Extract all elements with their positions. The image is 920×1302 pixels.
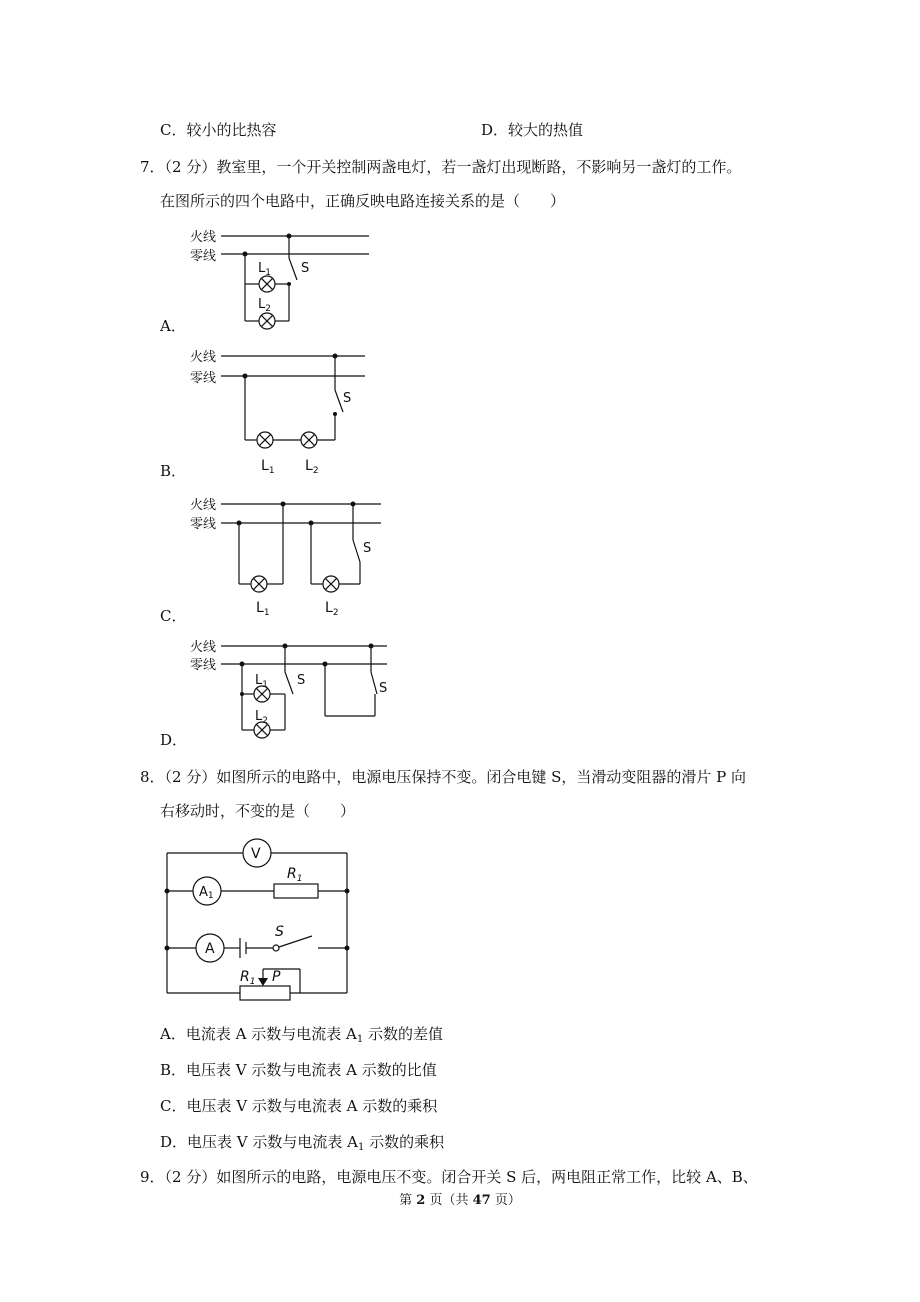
- q8-option-b: B．电压表 V 示数与电流表 A 示数的比值: [160, 1061, 437, 1079]
- q7-circuit-a: [185, 224, 385, 334]
- lamp1-label: $L_1$: [255, 673, 268, 690]
- q8-circuit: [160, 836, 360, 1001]
- q8-option-a: A．电流表 A 示数与电流表 $A_1$ 示数的差值: [160, 1025, 443, 1045]
- live-wire-label: 火线: [190, 230, 217, 245]
- neutral-wire-label: 零线: [190, 371, 217, 386]
- live-wire-label: 火线: [190, 640, 217, 655]
- voltmeter-label: V: [251, 846, 261, 862]
- q6-option-c: C．较小的比热容: [160, 121, 277, 139]
- switch-label: S: [343, 391, 352, 406]
- lamp1-label: $L_1$: [261, 458, 275, 476]
- switch-label: S: [301, 261, 310, 276]
- slider-label: P: [272, 969, 281, 985]
- lamp2-label: $L_2$: [305, 458, 319, 476]
- q7-option-a: A．: [160, 317, 186, 335]
- q7-stem-line1: 7．（2 分）教室里，一个开关控制两盏电灯，若一盏灯出现断路，不影响另一盏灯的工作。: [140, 158, 742, 176]
- lamp1-label: $L_1$: [258, 261, 271, 278]
- q8-stem-line1: 8．（2 分）如图所示的电路中，电源电压保持不变。闭合电键 S，当滑动变阻器的滑片 P 向: [140, 768, 747, 786]
- ammeter-a1-label: A1: [199, 885, 214, 901]
- switch-label: S: [297, 673, 306, 688]
- q7-circuit-b: [185, 344, 385, 480]
- resistor-r1-label: $R_1$: [287, 866, 303, 884]
- q6-option-d: D．较大的热值: [481, 121, 584, 139]
- lamp2-label: $L_2$: [255, 709, 268, 726]
- ammeter-a-label: A: [205, 941, 215, 957]
- q7-option-c: C．: [160, 607, 187, 625]
- neutral-wire-label: 零线: [190, 517, 217, 532]
- neutral-wire-label: 零线: [190, 658, 217, 673]
- switch-label-2: S: [379, 681, 388, 696]
- q7-option-b: B．: [160, 462, 187, 480]
- q7-stem-line2: 在图所示的四个电路中，正确反映电路连接关系的是（ ）: [160, 192, 566, 210]
- q8-option-d: D．电压表 V 示数与电流表 $A_1$ 示数的乘积: [160, 1133, 445, 1153]
- q7-circuit-c: [185, 492, 390, 622]
- lamp2-label: $L_2$: [325, 600, 339, 618]
- q8-stem-line2: 右移动时，不变的是（ ）: [160, 802, 356, 820]
- switch-label: S: [363, 541, 372, 556]
- q8-option-c: C．电压表 V 示数与电流表 A 示数的乘积: [160, 1097, 438, 1115]
- q7-option-d: D．: [160, 731, 188, 749]
- live-wire-label: 火线: [190, 498, 217, 513]
- lamp2-label: $L_2$: [258, 297, 271, 314]
- q7-circuit-d: [185, 632, 400, 742]
- live-wire-label: 火线: [190, 350, 217, 365]
- q9-stem-line1: 9．（2 分）如图所示的电路，电源电压不变。闭合开关 S 后，两电阻正常工作，比较 A、B、: [140, 1168, 758, 1186]
- rheostat-label: $R_1$: [240, 969, 256, 987]
- lamp1-label: $L_1$: [256, 600, 270, 618]
- switch-label: S: [275, 924, 284, 940]
- page-footer: 第 2 页（共 47 页）: [399, 1193, 521, 1208]
- neutral-wire-label: 零线: [190, 249, 217, 264]
